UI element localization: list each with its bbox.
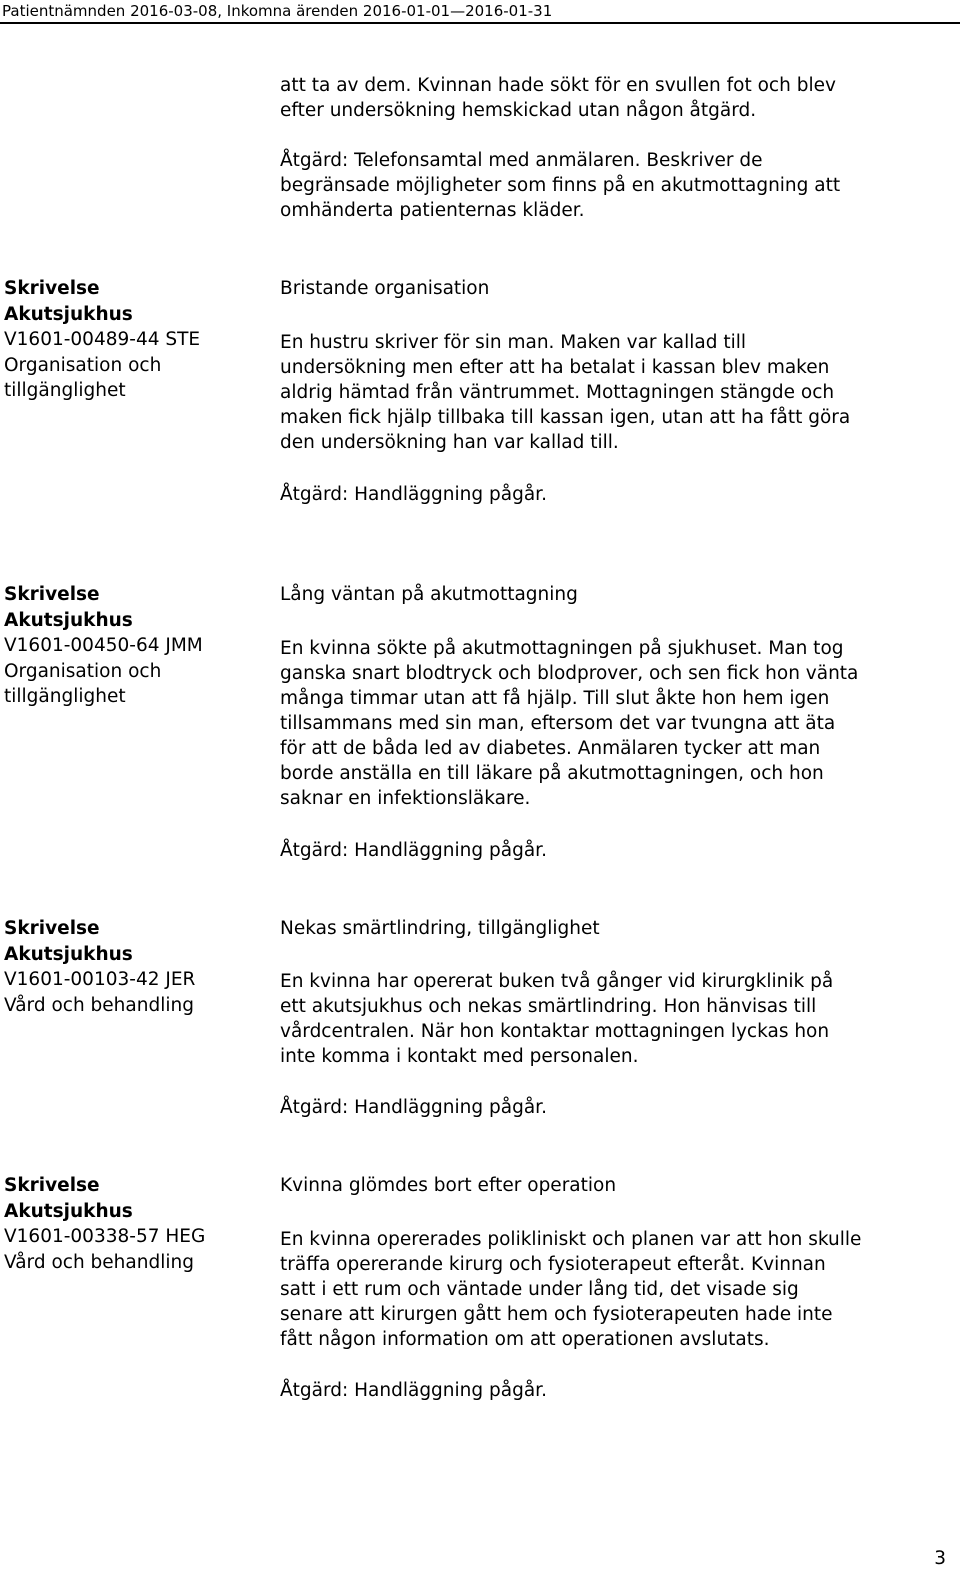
entry-category: Vård och behandling <box>4 1251 194 1273</box>
entry-case-id: V1601-00103-42 JER <box>4 969 196 990</box>
entry-case-id: V1601-00489-44 STE <box>4 329 201 350</box>
entry-title: Lång väntan på akutmottagning <box>280 584 578 605</box>
text-line: Åtgärd: Telefonsamtal med anmälaren. Beskriver de <box>280 150 763 171</box>
text-line: efter undersökning hemskickad utan någon åtgärd. <box>280 100 757 121</box>
text-line: omhänderta patienternas kläder. <box>280 200 585 221</box>
entry-category: Vård och behandling <box>4 994 194 1016</box>
entry-case-id: V1601-00450-64 JMM <box>4 635 203 656</box>
page-header <box>0 0 960 24</box>
entry-meta <box>4 276 269 404</box>
entry-type: Skrivelse <box>4 1175 100 1196</box>
entry-category: Organisation och <box>4 660 162 682</box>
text-line: aldrig hämtad från väntrummet. Mottagningen stängde och <box>280 382 835 403</box>
text-line: att ta av dem. Kvinnan hade sökt för en svullen fot och blev <box>280 75 836 96</box>
entry-category: tillgänglighet <box>4 686 126 707</box>
entry-meta <box>4 1173 269 1275</box>
text-line: En kvinna sökte på akutmottagningen på sjukhuset. Man tog <box>280 638 844 659</box>
entry-title: Kvinna glömdes bort efter operation <box>280 1175 617 1196</box>
entry-category: Organisation och <box>4 354 162 376</box>
text-line: många timmar utan att få hjälp. Till slut åkte hon hem igen <box>280 688 830 709</box>
text-line: träffa opererande kirurg och fysioterapeut efteråt. Kvinnan <box>280 1254 826 1275</box>
text-line: ganska snart blodtryck och blodprover, och sen fick hon vänta <box>280 663 859 684</box>
entry-body <box>280 330 950 455</box>
text-line: inte komma i kontakt med personalen. <box>280 1046 639 1067</box>
header-text: Patientnämnden 2016-03-08, Inkomna ärenden 2016-01-01—2016-01-31 <box>2 2 553 20</box>
text-line: senare att kirurgen gått hem och fysioterapeuten hade inte <box>280 1304 833 1325</box>
text-line: satt i ett rum och väntade under lång tid, det visade sig <box>280 1279 799 1300</box>
text-line: borde anställa en till läkare på akutmottagningen, och hon <box>280 763 824 784</box>
text-line: fått någon information om att operationen avslutats. <box>280 1329 770 1350</box>
entry-action: Åtgärd: Handläggning pågår. <box>280 1380 547 1401</box>
text-line: ett akutsjukhus och nekas smärtlindring. Hon hänvisas till <box>280 996 817 1017</box>
entry-action: Åtgärd: Handläggning pågår. <box>280 1097 547 1118</box>
text-line: tillsammans med sin man, eftersom det var tvungna att äta <box>280 713 836 734</box>
entry-meta <box>4 582 269 710</box>
text-line: den undersökning han var kallad till. <box>280 432 619 453</box>
text-line: En kvinna opererades polikliniskt och planen var att hon skulle <box>280 1229 862 1250</box>
entry-type: Skrivelse <box>4 278 100 299</box>
entry-unit: Akutsjukhus <box>4 943 133 965</box>
page-number: 3 <box>934 1548 946 1569</box>
entry-meta <box>4 916 269 1018</box>
entry-action: Åtgärd: Handläggning pågår. <box>280 484 547 505</box>
text-line: för att de båda led av diabetes. Anmälaren tycker att man <box>280 738 821 759</box>
entry-type: Skrivelse <box>4 918 100 939</box>
intro-action <box>280 148 950 223</box>
entry-body <box>280 636 950 811</box>
entry-body <box>280 969 950 1069</box>
text-line: maken fick hjälp tillbaka till kassan igen, utan att ha fått göra <box>280 407 851 428</box>
entry-unit: Akutsjukhus <box>4 609 133 631</box>
text-line: begränsade möjligheter som finns på en akutmottagning att <box>280 175 841 196</box>
entry-title: Nekas smärtlindring, tillgänglighet <box>280 918 600 939</box>
entry-action: Åtgärd: Handläggning pågår. <box>280 840 547 861</box>
entry-unit: Akutsjukhus <box>4 303 133 325</box>
entry-body <box>280 1227 950 1352</box>
text-line: saknar en infektionsläkare. <box>280 788 531 809</box>
text-line: undersökning men efter att ha betalat i kassan blev maken <box>280 357 830 378</box>
entry-title: Bristande organisation <box>280 278 490 299</box>
text-line: En kvinna har opererat buken två gånger vid kirurgklinik på <box>280 971 834 992</box>
entry-type: Skrivelse <box>4 584 100 605</box>
text-line: vårdcentralen. När hon kontaktar mottagningen lyckas hon <box>280 1021 830 1042</box>
entry-case-id: V1601-00338-57 HEG <box>4 1226 206 1247</box>
entry-unit: Akutsjukhus <box>4 1200 133 1222</box>
intro-paragraph <box>280 73 950 123</box>
text-line: En hustru skriver för sin man. Maken var kallad till <box>280 332 747 353</box>
entry-category: tillgänglighet <box>4 380 126 401</box>
